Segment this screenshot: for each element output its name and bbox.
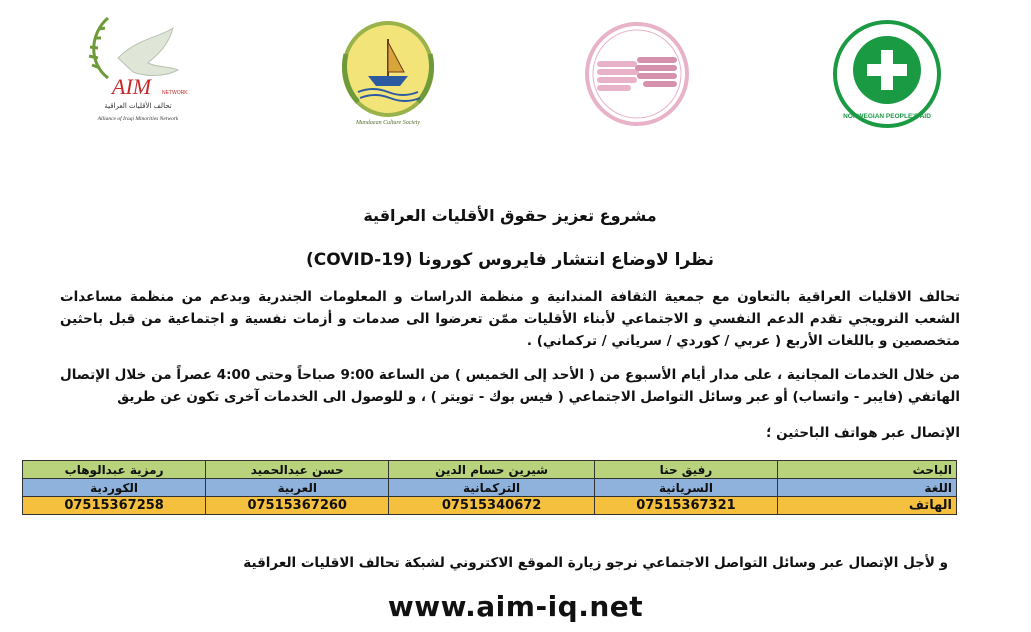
table-row: [23, 461, 957, 479]
table-cell: شيرين حسام الدين: [389, 461, 595, 479]
row-header: الباحث: [778, 461, 957, 479]
table-cell: حسن عبدالحميد: [206, 461, 389, 479]
plus-icon: [828, 20, 946, 128]
table-row: [23, 479, 957, 497]
website-link[interactable]: www.aim-iq.net: [387, 590, 644, 623]
phone-number[interactable]: 07515367321: [594, 497, 777, 515]
aim-logo: [78, 8, 198, 133]
row-header: الهاتف: [778, 497, 957, 515]
dove-icon: [78, 8, 198, 133]
table-cell: السريانية: [594, 479, 777, 497]
svg-text:NETWORK: NETWORK: [162, 90, 188, 96]
researchers-table: [22, 460, 957, 515]
document-subtitle: نظرا لاوضاع انتشار فايروس كورونا (COVID-19): [305, 250, 714, 270]
svg-text:تحالف الأقليات العراقية: تحالف الأقليات العراقية: [104, 102, 172, 110]
paragraph-contact-lead: الإتصال عبر هواتف الباحثين ؛: [766, 425, 960, 441]
phone-number[interactable]: 07515367258: [23, 497, 206, 515]
row-header: اللغة: [778, 479, 957, 497]
svg-text:Mandaean Culture Society: Mandaean Culture Society: [355, 120, 421, 126]
paragraph-services: من خلال الخدمات المجانية ، على مدار أيام الأسبوع من ( الأحد إلى الخميس ) من الساعة 9:00 صباحاً وحتى 4:00 عصراً من خلال الإتصال الهاتفي (فايبر - واتساب) أو عبر وسائل التواصل الاجتماعي ( فيس بوك - تويتر ) ، و للوصول الى الخدمات آخرى تكون عن طريق: [60, 367, 960, 405]
table-cell: الكوردية: [23, 479, 206, 497]
phone-number[interactable]: 07515340672: [389, 497, 595, 515]
table-cell: رمزية عبدالوهاب: [23, 461, 206, 479]
phone-number[interactable]: 07515367260: [206, 497, 389, 515]
npa-logo: [828, 20, 946, 128]
paragraph-intro: تحالف الاقليات العراقية بالتعاون مع جمعية الثقافة المندانية و منظمة الدراسات و المعلومات الجندرية وبدعم من منظمة مساعدات الشعب النرويجي تقدم الدعم النفسي و الاجتماعي لأبناء الأقليات ممّن تعرضوا الى صدمات و أزمات نفسية و اجتماعية من قبل باحثين متخصصين و باللغات الأربع ( عربي / كوردي / سرياني / تركماني) .: [60, 289, 960, 349]
svg-text:Alliance of Iraqi Minorities N: Alliance of Iraqi Minorities Network: [97, 116, 179, 122]
svg-text:NORWEGIAN PEOPLE'S AID: NORWEGIAN PEOPLE'S AID: [843, 113, 931, 120]
gender-studies-logo: [578, 20, 696, 128]
table-cell: العربية: [206, 479, 389, 497]
boat-icon: [328, 14, 448, 129]
document-title: مشروع تعزيز حقوق الأقليات العراقية: [363, 206, 657, 225]
logo-bar: [0, 0, 1031, 150]
mandaean-society-logo: [328, 14, 448, 129]
table-cell: رفيق حنا: [594, 461, 777, 479]
hands-icon: [578, 20, 696, 128]
table-row: [23, 497, 957, 515]
table-cell: التركمانية: [389, 479, 595, 497]
paragraph-website-lead: و لأجل الإتصال عبر وسائل التواصل الاجتماعي نرجو زيارة الموقع الاكتروني لشبكة تحالف الاقليات العراقية: [243, 555, 948, 571]
svg-text:AIM: AIM: [112, 74, 152, 99]
